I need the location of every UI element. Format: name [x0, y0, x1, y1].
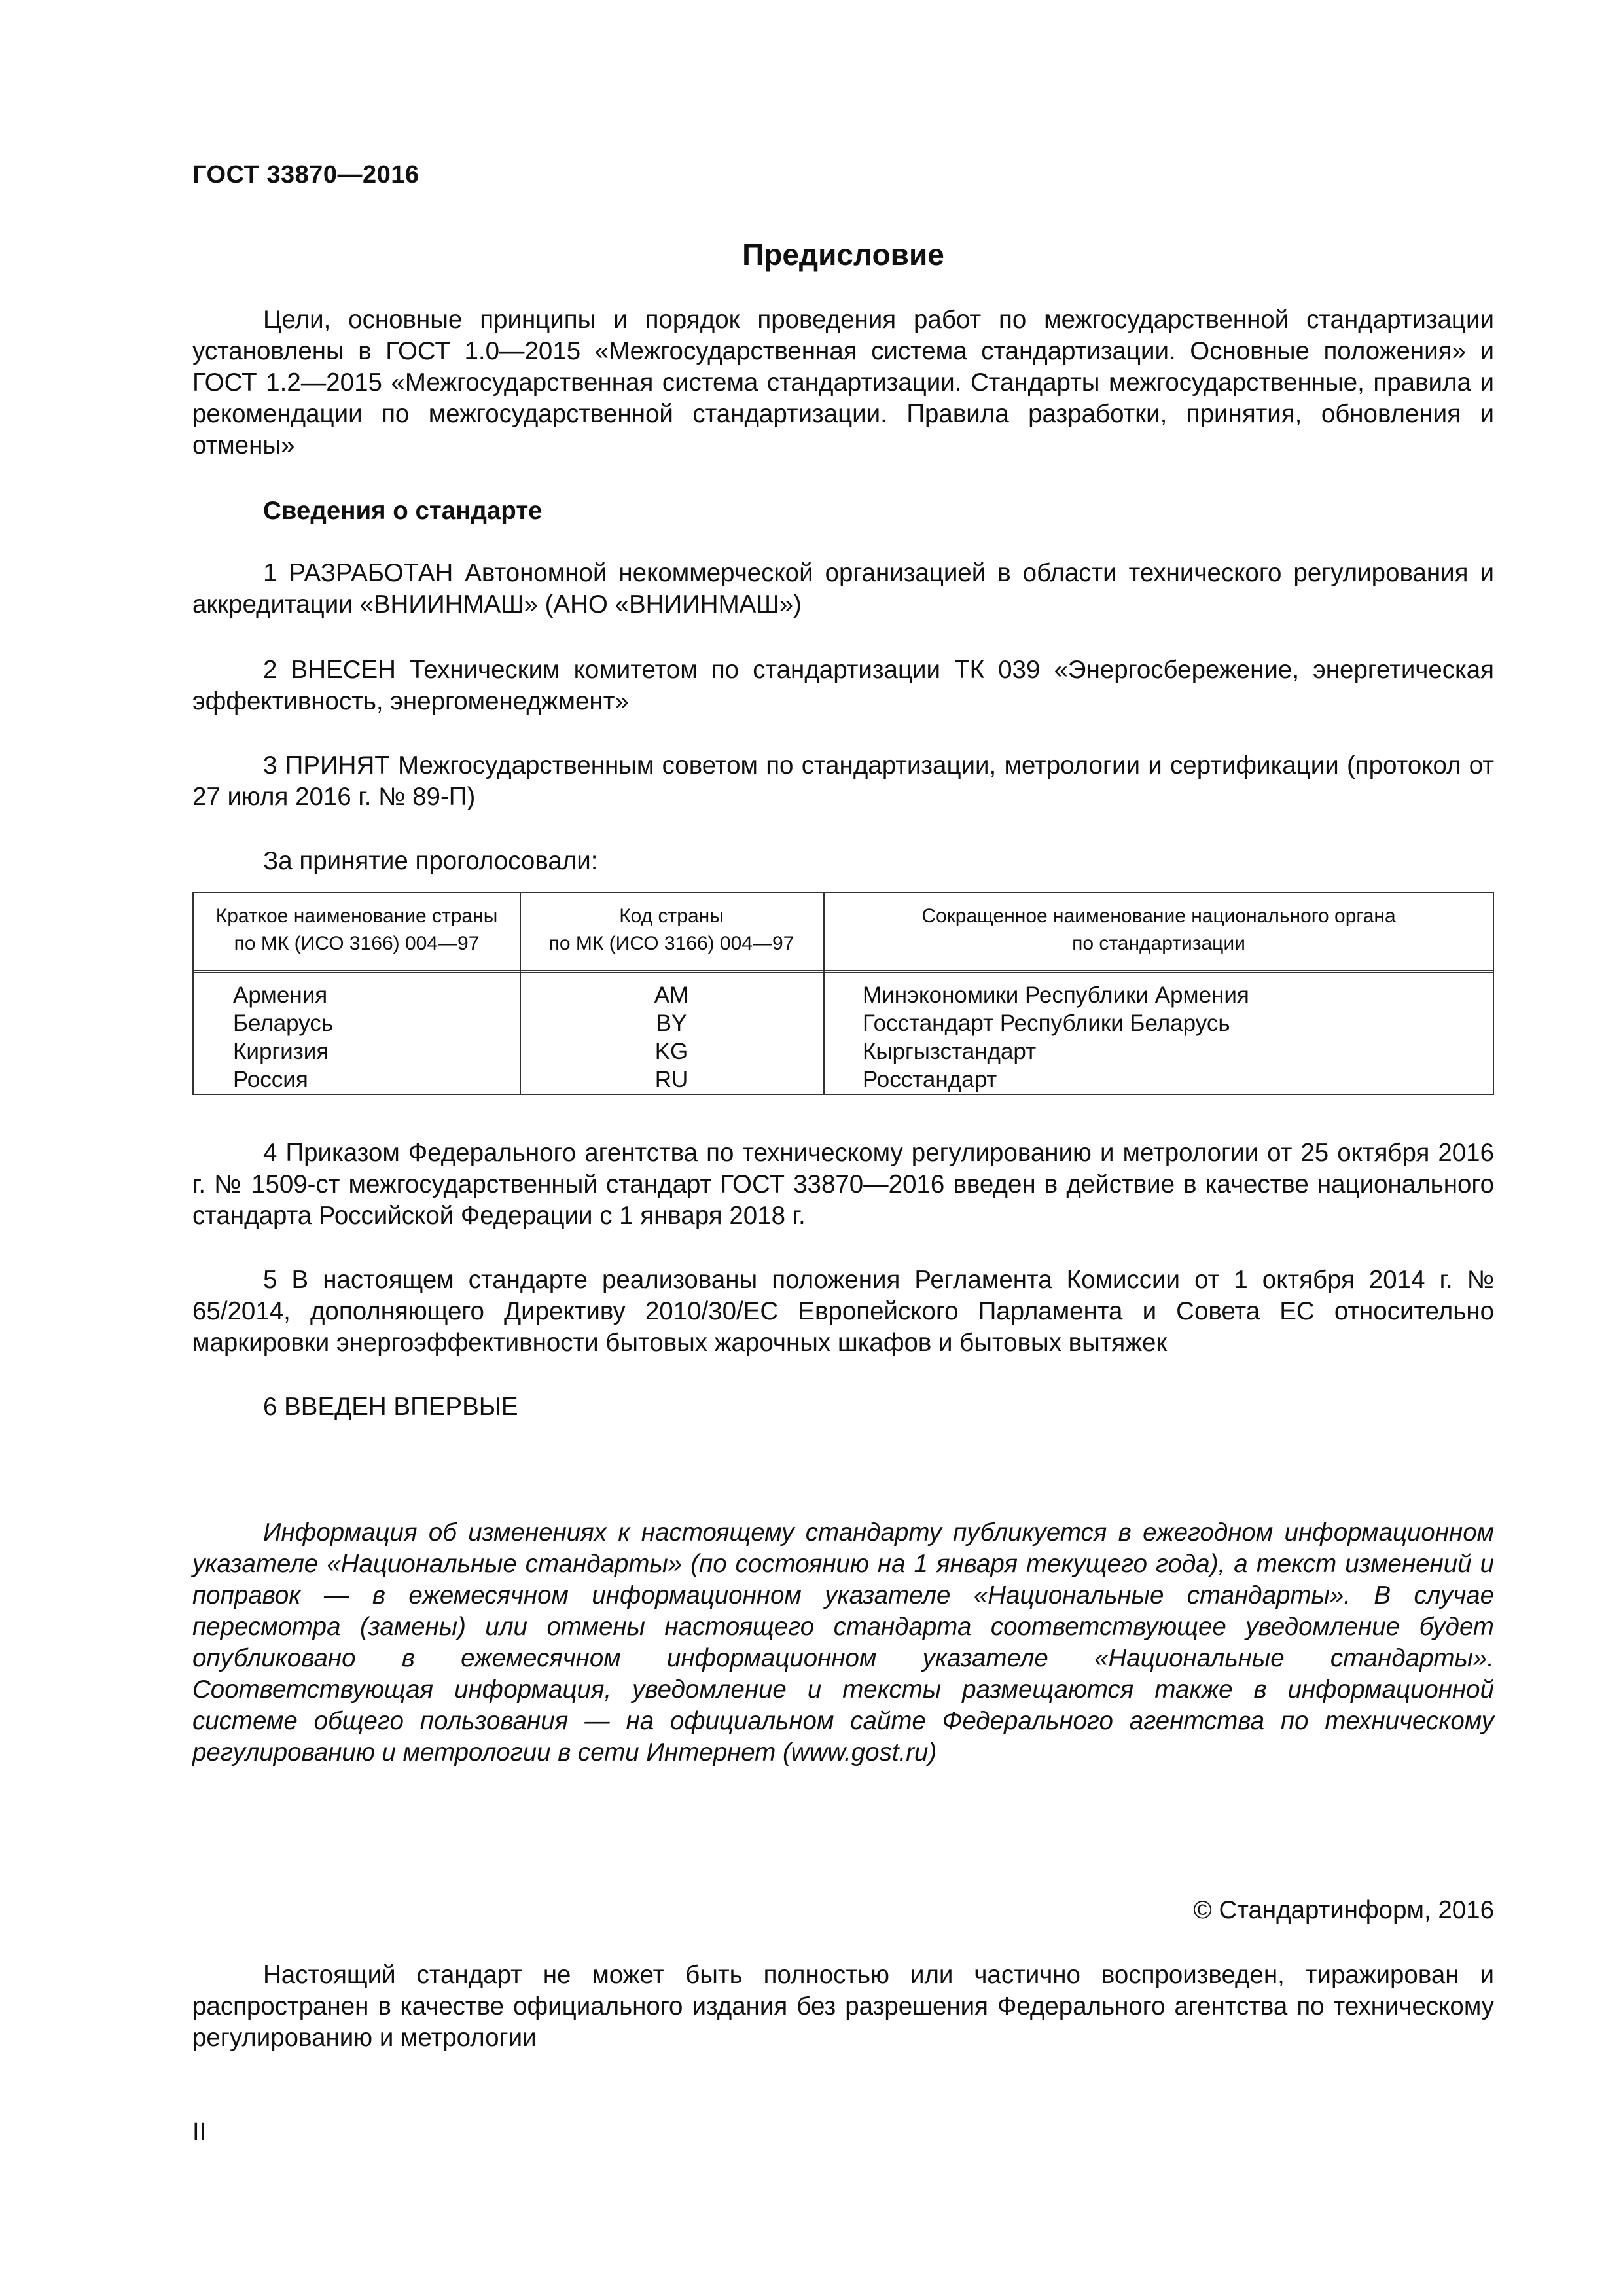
table-cell: Армения — [233, 982, 328, 1008]
document-code: ГОСТ 33870—2016 — [192, 161, 419, 188]
table-header-code: Код страны по МК (ИСО 3166) 004—97 — [548, 905, 794, 954]
page-title: Предисловие — [742, 238, 944, 272]
table-column-country — [233, 981, 333, 1094]
item-2-paragraph: 2 ВНЕСЕН Техническим комитетом по стандартизации ТК 039 «Энергосбережение, энергетическая эффективность, энергоменеджмент» — [192, 656, 1494, 715]
item-4-paragraph: 4 Приказом Федерального агентства по техническому регулированию и метрологии от 25 октября 2016 г. № 1509-ст межгосударственный стандарт ГОСТ 33870—2016 введен в действие в качестве национального стандарта Российской Федерации с 1 января 2018 г. — [192, 1139, 1494, 1230]
table-cell: RU — [654, 1067, 688, 1092]
changes-notice: Информация об изменениях к настоящему стандарту публикуется в ежегодном информационном указателе «Национальные стандарты» (по состоянию на 1 января текущего года), а текст изменений и поправок — в ежемесячном информационном указателе «Национальные стандарты». В случае пересмотра (замены) или отмены настоящего стандарта соответствующее уведомление будет опубликовано в ежемесячном информационном указателе «Национальные стандарты». Соответствующая информация, уведомление и тексты размещаются также в информационной системе общего пользования — на официальном сайте Федерального агентства по техническому регулированию и метрологии в сети Интернет (www.gost.ru) — [192, 1518, 1494, 1767]
copyright-line: © Стандартинформ, 2016 — [1193, 1896, 1494, 1924]
table-column-body — [863, 981, 1249, 1094]
table-cell: Росстандарт — [863, 1067, 997, 1092]
item-6-paragraph: 6 ВВЕДЕН ВПЕРВЫЕ — [263, 1393, 518, 1421]
reproduction-notice: Настоящий стандарт не может быть полностью или частично воспроизведен, тиражирован и распространен в качестве официального издания без разрешения Федерального агентства по техническому регулированию и метрологии — [192, 1961, 1494, 2052]
table-header-country: Краткое наименование страны по МК (ИСО 3166) 004—97 — [215, 905, 498, 954]
table-header-body: Сокращенное наименование национального органа по стандартизации — [921, 905, 1396, 954]
page-number: II — [192, 2118, 207, 2145]
table-cell: Россия — [233, 1067, 308, 1092]
voting-table — [192, 892, 1494, 1095]
table-cell: KG — [654, 1039, 688, 1064]
table-cell: BY — [656, 1011, 687, 1036]
table-cell: Кыргызстандарт — [863, 1039, 1037, 1064]
table-column-code — [520, 981, 823, 1094]
table-cell: Беларусь — [233, 1011, 334, 1036]
table-header-row — [194, 893, 1493, 973]
table-cell: Минэкономики Республики Армения — [863, 982, 1249, 1008]
intro-paragraph: Цели, основные принципы и порядок проведения работ по межгосударственной стандартизации установлены в ГОСТ 1.0—2015 «Межгосударственная система стандартизации. Основные положения» и ГОСТ 1.2—2015 «Межгосударственная система стандартизации. Стандарты межгосударственные, правила и рекомендации по межгосударственной стандартизации. Правила разработки, принятия, обновления и отмены» — [192, 306, 1494, 459]
info-heading: Сведения о стандарте — [263, 497, 543, 525]
item-3-paragraph: 3 ПРИНЯТ Межгосударственным советом по стандартизации, метрологии и сертификации (протокол от 27 июля 2016 г. № 89-П) — [192, 751, 1494, 811]
table-cell: Госстандарт Республики Беларусь — [863, 1011, 1230, 1036]
table-cell: AM — [654, 982, 689, 1008]
vote-label: За принятие проголосовали: — [263, 847, 598, 875]
item-5-paragraph: 5 В настоящем стандарте реализованы положения Регламента Комиссии от 1 октября 2014 г. № 65/2014, дополняющего Директиву 2010/30/ЕС Европейского Парламента и Совета ЕС относительно маркировки энергоэффективности бытовых жарочных шкафов и бытовых вытяжек — [192, 1266, 1494, 1357]
item-1-paragraph: 1 РАЗРАБОТАН Автономной некоммерческой организацией в области технического регулирования и аккредитации «ВНИИНМАШ» (АНО «ВНИИНМАШ») — [192, 559, 1494, 619]
table-cell: Киргизия — [233, 1039, 329, 1064]
